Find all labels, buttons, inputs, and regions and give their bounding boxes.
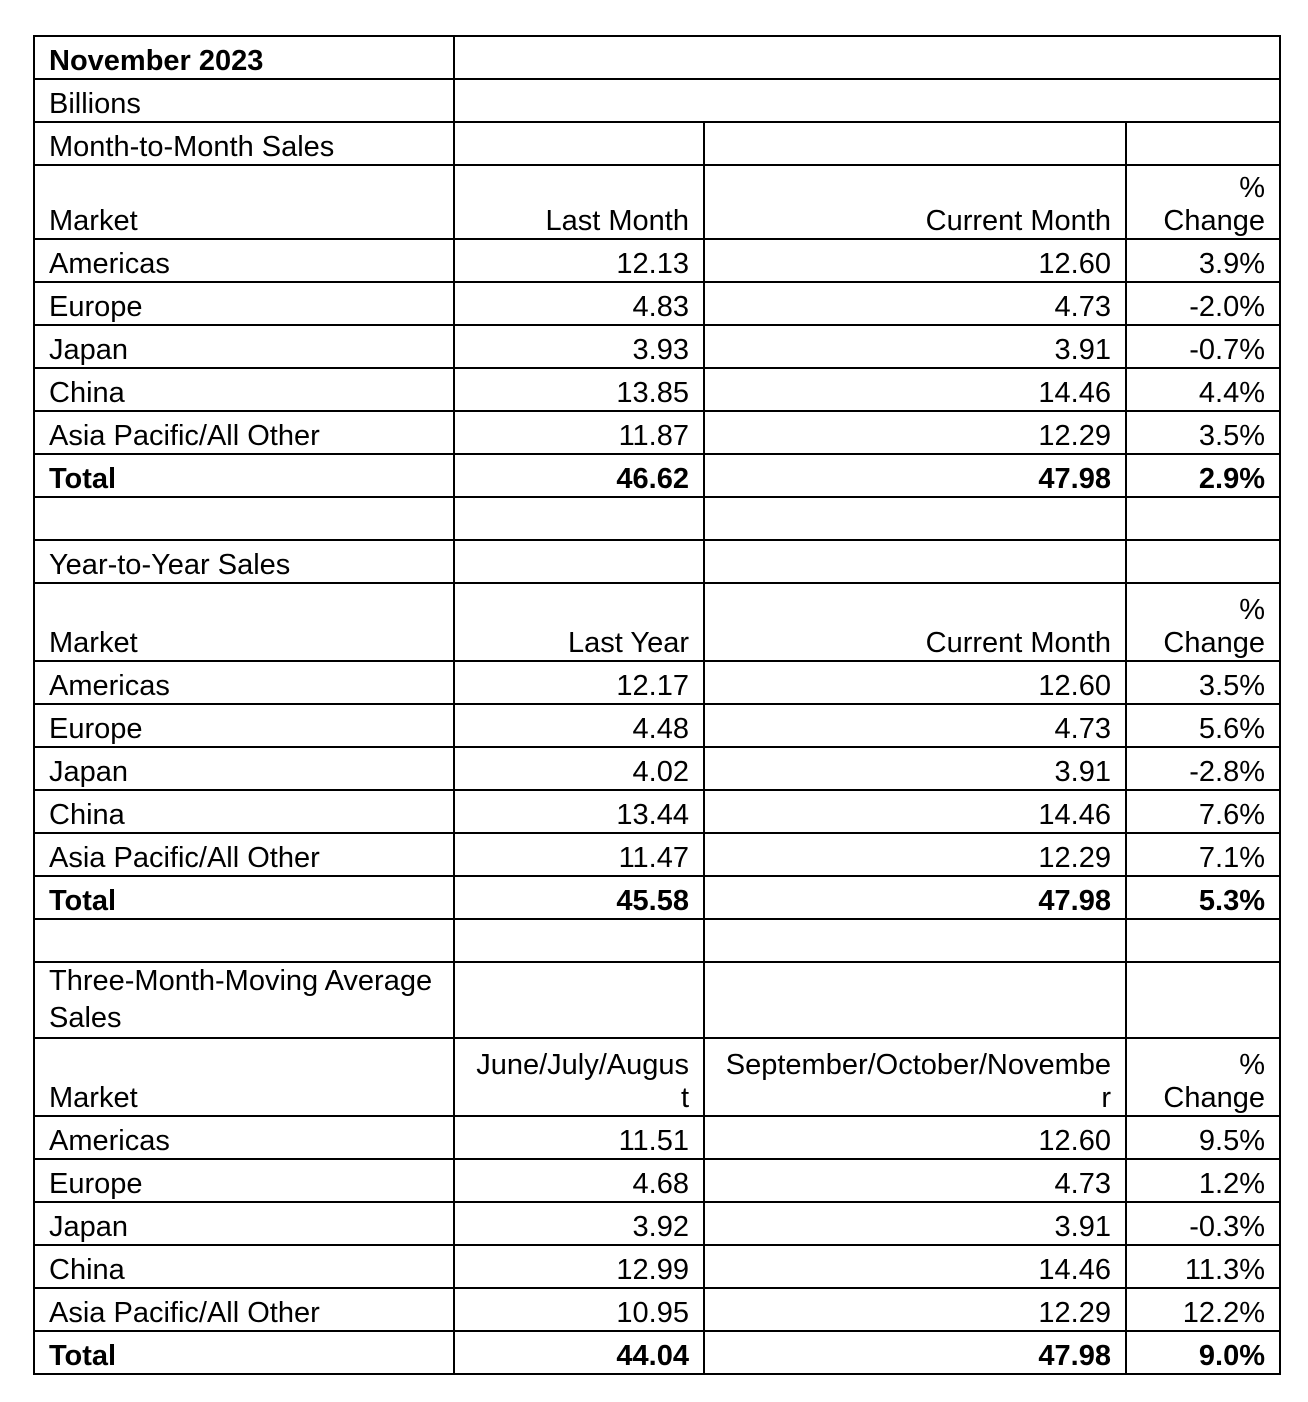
market-name: China [34, 1245, 454, 1288]
percent-change: 12.2% [1126, 1288, 1280, 1331]
column-header-current: Current Month [704, 165, 1126, 239]
market-name: Europe [34, 1159, 454, 1202]
previous-value: 12.17 [454, 661, 704, 704]
current-value: 12.60 [704, 239, 1126, 282]
current-value: 4.73 [704, 282, 1126, 325]
current-value: 14.46 [704, 790, 1126, 833]
header-row [34, 1038, 1280, 1116]
percent-change: 9.5% [1126, 1116, 1280, 1159]
spacer-row [34, 497, 1280, 540]
percent-change: 4.4% [1126, 368, 1280, 411]
market-name: Asia Pacific/All Other [34, 833, 454, 876]
market-name: Americas [34, 661, 454, 704]
total-row [34, 876, 1280, 919]
report-title: November 2023 [34, 36, 454, 79]
column-header-change: % Change [1126, 583, 1280, 661]
total-change: 2.9% [1126, 454, 1280, 497]
previous-value: 4.68 [454, 1159, 704, 1202]
table-row [34, 411, 1280, 454]
previous-value: 12.13 [454, 239, 704, 282]
column-header-market: Market [34, 583, 454, 661]
table-row [34, 1116, 1280, 1159]
table-row [34, 325, 1280, 368]
current-value: 4.73 [704, 1159, 1126, 1202]
percent-change: 3.9% [1126, 239, 1280, 282]
market-name: Asia Pacific/All Other [34, 411, 454, 454]
previous-value: 13.85 [454, 368, 704, 411]
current-value: 3.91 [704, 747, 1126, 790]
previous-value: 11.51 [454, 1116, 704, 1159]
market-name: Europe [34, 704, 454, 747]
column-header-market: Market [34, 1038, 454, 1116]
total-change: 5.3% [1126, 876, 1280, 919]
percent-change: 5.6% [1126, 704, 1280, 747]
percent-change: -0.3% [1126, 1202, 1280, 1245]
sales-table [33, 35, 1281, 1375]
table-row [34, 1288, 1280, 1331]
column-header-current: Current Month [704, 583, 1126, 661]
current-value: 12.60 [704, 661, 1126, 704]
table-row [34, 368, 1280, 411]
total-previous: 45.58 [454, 876, 704, 919]
current-value: 12.29 [704, 833, 1126, 876]
current-value: 14.46 [704, 1245, 1126, 1288]
header-row [34, 583, 1280, 661]
section-title-row [34, 540, 1280, 583]
header-row [34, 165, 1280, 239]
current-value: 12.29 [704, 1288, 1126, 1331]
percent-change: -2.0% [1126, 282, 1280, 325]
table-row [34, 239, 1280, 282]
total-current: 47.98 [704, 454, 1126, 497]
current-value: 12.60 [704, 1116, 1126, 1159]
column-header-previous: Last Month [454, 165, 704, 239]
percent-change: 7.1% [1126, 833, 1280, 876]
section-title-row [34, 122, 1280, 165]
table-row [34, 1202, 1280, 1245]
total-row [34, 454, 1280, 497]
current-value: 14.46 [704, 368, 1126, 411]
percent-change: -2.8% [1126, 747, 1280, 790]
total-current: 47.98 [704, 876, 1126, 919]
market-name: China [34, 790, 454, 833]
column-header-market: Market [34, 165, 454, 239]
current-value: 4.73 [704, 704, 1126, 747]
table-row [34, 704, 1280, 747]
current-value: 12.29 [704, 411, 1126, 454]
previous-value: 3.93 [454, 325, 704, 368]
column-header-previous: June/July/August [454, 1038, 704, 1116]
market-name: Asia Pacific/All Other [34, 1288, 454, 1331]
previous-value: 11.47 [454, 833, 704, 876]
total-label: Total [34, 876, 454, 919]
market-name: Japan [34, 325, 454, 368]
column-header-current: September/October/November [704, 1038, 1126, 1116]
unit-label: Billions [34, 79, 454, 122]
percent-change: 3.5% [1126, 661, 1280, 704]
previous-value: 4.48 [454, 704, 704, 747]
unit-row [34, 79, 1280, 122]
section-title: Year-to-Year Sales [34, 540, 454, 583]
section-title-row [34, 962, 1280, 1038]
total-label: Total [34, 1331, 454, 1374]
column-header-previous: Last Year [454, 583, 704, 661]
previous-value: 11.87 [454, 411, 704, 454]
table-row [34, 661, 1280, 704]
total-current: 47.98 [704, 1331, 1126, 1374]
market-name: Americas [34, 1116, 454, 1159]
table-row [34, 282, 1280, 325]
percent-change: 3.5% [1126, 411, 1280, 454]
market-name: Japan [34, 747, 454, 790]
total-previous: 44.04 [454, 1331, 704, 1374]
previous-value: 10.95 [454, 1288, 704, 1331]
total-change: 9.0% [1126, 1331, 1280, 1374]
percent-change: 1.2% [1126, 1159, 1280, 1202]
market-name: Americas [34, 239, 454, 282]
percent-change: 11.3% [1126, 1245, 1280, 1288]
spacer-row [34, 919, 1280, 962]
previous-value: 13.44 [454, 790, 704, 833]
table-row [34, 1159, 1280, 1202]
current-value: 3.91 [704, 1202, 1126, 1245]
table-row [34, 747, 1280, 790]
table-row [34, 833, 1280, 876]
percent-change: 7.6% [1126, 790, 1280, 833]
table-row [34, 790, 1280, 833]
table-row [34, 1245, 1280, 1288]
market-name: Japan [34, 1202, 454, 1245]
total-previous: 46.62 [454, 454, 704, 497]
title-row [34, 36, 1280, 79]
previous-value: 12.99 [454, 1245, 704, 1288]
current-value: 3.91 [704, 325, 1126, 368]
percent-change: -0.7% [1126, 325, 1280, 368]
section-title: Month-to-Month Sales [34, 122, 454, 165]
total-row [34, 1331, 1280, 1374]
previous-value: 4.02 [454, 747, 704, 790]
previous-value: 4.83 [454, 282, 704, 325]
market-name: China [34, 368, 454, 411]
total-label: Total [34, 454, 454, 497]
column-header-change: % Change [1126, 1038, 1280, 1116]
section-title: Three-Month-Moving Average Sales [34, 962, 454, 1038]
column-header-change: % Change [1126, 165, 1280, 239]
previous-value: 3.92 [454, 1202, 704, 1245]
market-name: Europe [34, 282, 454, 325]
